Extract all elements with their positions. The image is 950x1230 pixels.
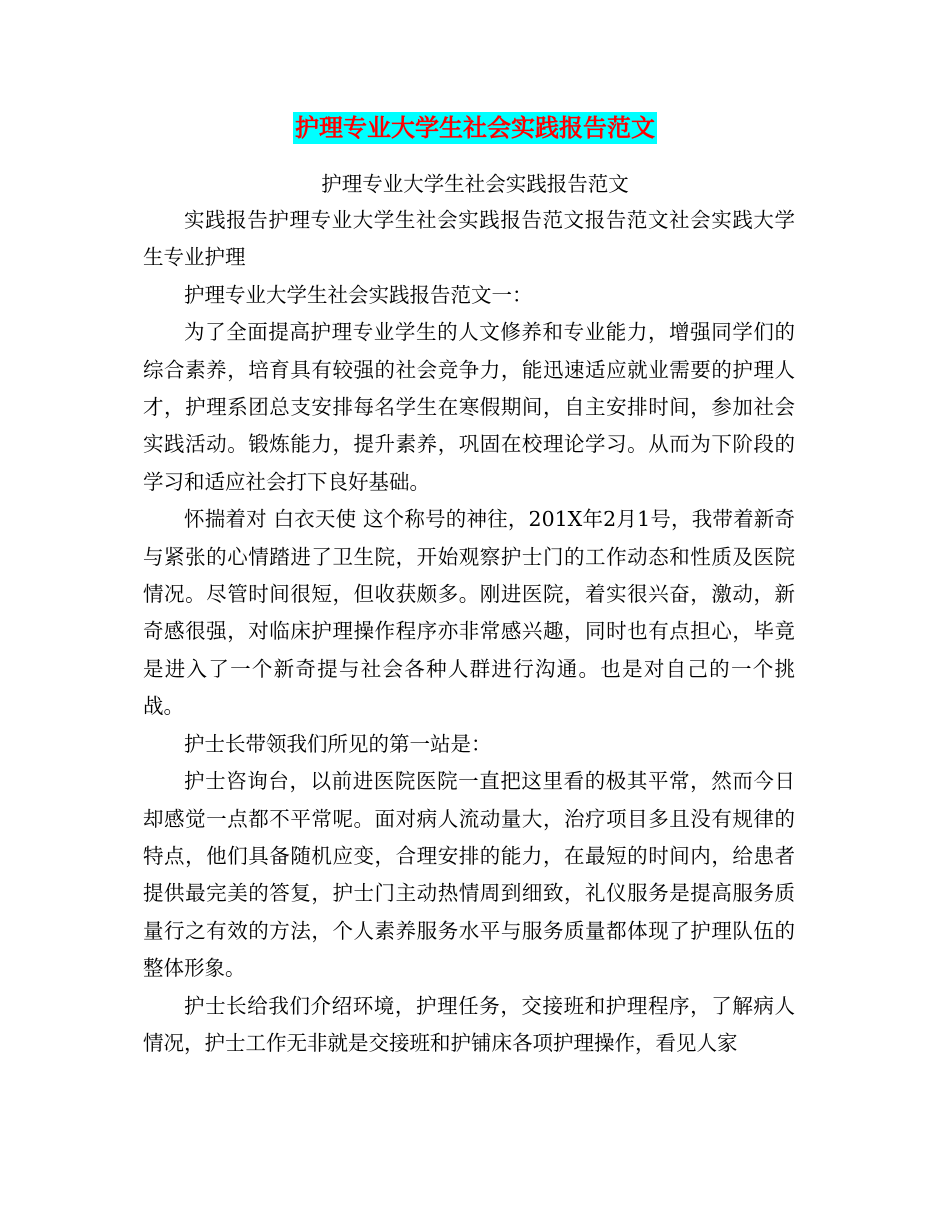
paragraph: 护士长带领我们所见的第一站是： [184,731,492,756]
paragraph-keywords: 实践报告护理专业大学生社会实践报告范文报告范文社会实践大学生专业护理 [143,208,795,270]
paragraph: 护士长给我们介绍环境，护理任务，交接班和护理程序，了解病人情况，护士工作无非就是交接班和护铺床各项护理操作，看见人家 [143,993,795,1055]
document-body [143,202,795,1062]
paragraph: 护士咨询台，以前进医院医院一直把这里看的极其平常，然而今日却感觉一点都不平常呢。面对病人流动量大，治疗项目多且没有规律的特点，他们具备随机应变，合理安排的能力，在最短的时间内，给患者提供最完美的答复，护士门主动热情周到细致，礼仪服务是提高服务质量行之有效的方法，个人素养服务水平与服务质量都体现了护理队伍的整体形象。 [143,769,795,981]
document-subtitle: 护理专业大学生社会实践报告范文 [321,172,629,196]
document-title: 护理专业大学生社会实践报告范文 [295,113,655,142]
paragraph: 怀揣着对 白衣天使 这个称号的神往，201X年2月1号，我带着新奇与紧张的心情踏进了卫生院，开始观察护士门的工作动态和性质及医院情况。尽管时间很短，但收获颇多。刚进医院，着实很兴奋，激动，新奇感很强，对临床护理操作程序亦非常感兴趣，同时也有点担心，毕竟是进入了一个新奇提与社会各种人群进行沟通。也是对自己的一个挑战。 [143,507,795,719]
paragraph-heading-one: 护理专业大学生社会实践报告范文一： [184,282,533,307]
paragraph: 为了全面提高护理专业学生的人文修养和专业能力，增强同学们的综合素养，培育具有较强的社会竞争力，能迅速适应就业需要的护理人才，护理系团总支安排每名学生在寒假期间，自主安排时间，参加社会实践活动。锻炼能力，提升素养，巩固在校理论学习。从而为下阶段的学习和适应社会打下良好基础。 [143,320,795,494]
title-container [0,112,950,144]
